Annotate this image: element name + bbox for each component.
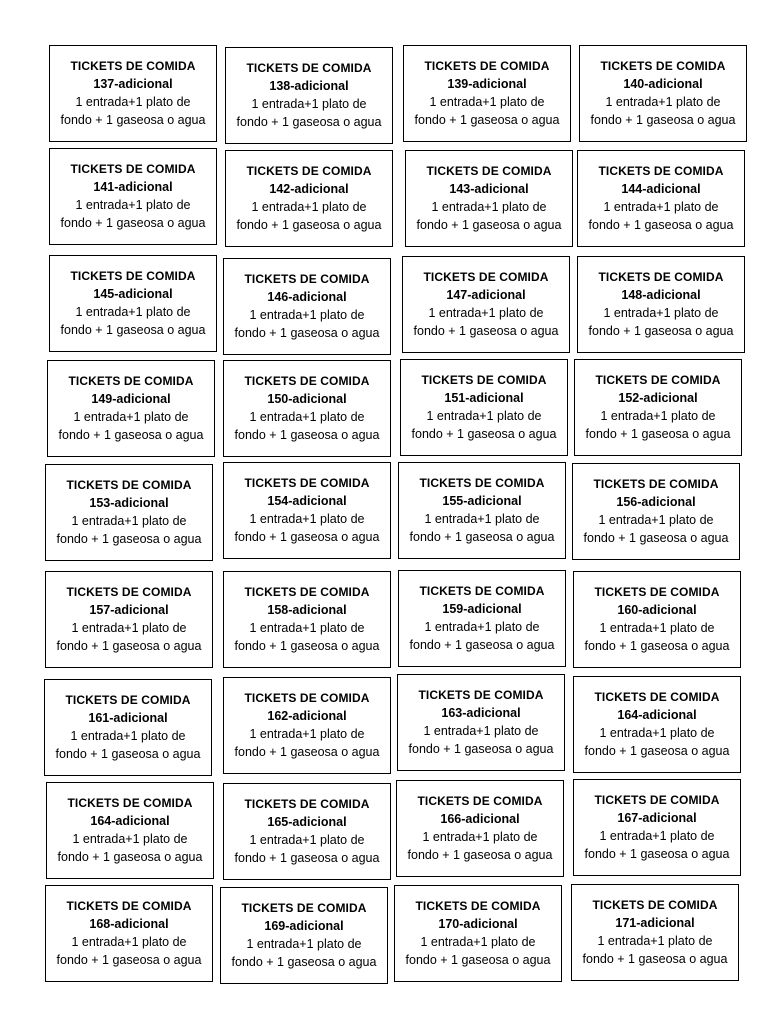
ticket-description: 1 entrada+1 plato de fondo + 1 gaseosa o agua — [588, 306, 734, 338]
ticket — [398, 570, 566, 667]
ticket — [579, 45, 747, 142]
ticket — [397, 674, 565, 771]
ticket-title: TICKETS DE COMIDA — [67, 796, 193, 810]
ticket-title: TICKETS DE COMIDA — [65, 693, 191, 707]
ticket-description: 1 entrada+1 plato de fondo + 1 gaseosa o agua — [60, 198, 206, 230]
ticket-title: TICKETS DE COMIDA — [426, 164, 552, 178]
ticket-title: TICKETS DE COMIDA — [424, 59, 550, 73]
ticket-description: 1 entrada+1 plato de fondo + 1 gaseosa o agua — [57, 832, 203, 864]
ticket-code: 169-adicional — [264, 918, 344, 933]
ticket-code: 166-adicional — [440, 811, 520, 826]
ticket — [223, 571, 391, 668]
ticket-title: TICKETS DE COMIDA — [593, 477, 719, 491]
ticket-description: 1 entrada+1 plato de fondo + 1 gaseosa o agua — [60, 95, 206, 127]
ticket — [45, 885, 213, 982]
ticket-title: TICKETS DE COMIDA — [244, 585, 370, 599]
ticket — [49, 45, 217, 142]
ticket-code: 163-adicional — [441, 705, 521, 720]
ticket-description: 1 entrada+1 plato de fondo + 1 gaseosa o agua — [588, 200, 734, 232]
ticket-description: 1 entrada+1 plato de fondo + 1 gaseosa o agua — [583, 513, 729, 545]
ticket — [400, 359, 568, 456]
ticket-description: 1 entrada+1 plato de fondo + 1 gaseosa o agua — [409, 512, 555, 544]
ticket-code: 154-adicional — [267, 493, 347, 508]
ticket — [223, 677, 391, 774]
ticket-description: 1 entrada+1 plato de fondo + 1 gaseosa o agua — [58, 410, 204, 442]
ticket-title: TICKETS DE COMIDA — [423, 270, 549, 284]
ticket-description: 1 entrada+1 plato de fondo + 1 gaseosa o agua — [584, 621, 730, 653]
ticket-title: TICKETS DE COMIDA — [598, 270, 724, 284]
ticket — [396, 780, 564, 877]
ticket-description: 1 entrada+1 plato de fondo + 1 gaseosa o agua — [405, 935, 551, 967]
ticket-description: 1 entrada+1 plato de fondo + 1 gaseosa o agua — [234, 727, 380, 759]
ticket-description: 1 entrada+1 plato de fondo + 1 gaseosa o agua — [56, 514, 202, 546]
ticket — [574, 359, 742, 456]
ticket-description: 1 entrada+1 plato de fondo + 1 gaseosa o agua — [56, 621, 202, 653]
ticket-description: 1 entrada+1 plato de fondo + 1 gaseosa o agua — [416, 200, 562, 232]
ticket-title: TICKETS DE COMIDA — [594, 690, 720, 704]
ticket — [573, 676, 741, 773]
ticket-title: TICKETS DE COMIDA — [244, 691, 370, 705]
ticket — [577, 256, 745, 353]
ticket-description: 1 entrada+1 plato de fondo + 1 gaseosa o agua — [584, 726, 730, 758]
ticket — [573, 779, 741, 876]
ticket-code: 157-adicional — [89, 602, 169, 617]
ticket-code: 142-adicional — [269, 181, 349, 196]
ticket-description: 1 entrada+1 plato de fondo + 1 gaseosa o agua — [234, 621, 380, 653]
ticket-title: TICKETS DE COMIDA — [70, 162, 196, 176]
ticket-code: 140-adicional — [623, 76, 703, 91]
ticket-code: 164-adicional — [617, 707, 697, 722]
ticket-description: 1 entrada+1 plato de fondo + 1 gaseosa o agua — [584, 829, 730, 861]
ticket-code: 171-adicional — [615, 915, 695, 930]
ticket-title: TICKETS DE COMIDA — [246, 164, 372, 178]
ticket-description: 1 entrada+1 plato de fondo + 1 gaseosa o agua — [234, 512, 380, 544]
ticket-description: 1 entrada+1 plato de fondo + 1 gaseosa o agua — [407, 830, 553, 862]
ticket-title: TICKETS DE COMIDA — [246, 61, 372, 75]
ticket-title: TICKETS DE COMIDA — [66, 585, 192, 599]
ticket — [223, 783, 391, 880]
ticket-description: 1 entrada+1 plato de fondo + 1 gaseosa o agua — [590, 95, 736, 127]
ticket-code: 148-adicional — [621, 287, 701, 302]
ticket — [577, 150, 745, 247]
ticket — [49, 255, 217, 352]
ticket-title: TICKETS DE COMIDA — [595, 373, 721, 387]
ticket — [394, 885, 562, 982]
ticket-title: TICKETS DE COMIDA — [417, 794, 543, 808]
ticket-title: TICKETS DE COMIDA — [418, 688, 544, 702]
ticket — [403, 45, 571, 142]
ticket-title: TICKETS DE COMIDA — [241, 901, 367, 915]
ticket-code: 155-adicional — [442, 493, 522, 508]
ticket-code: 164-adicional — [90, 813, 170, 828]
ticket-code: 165-adicional — [267, 814, 347, 829]
ticket-title: TICKETS DE COMIDA — [592, 898, 718, 912]
ticket-code: 161-adicional — [88, 710, 168, 725]
ticket-code: 146-adicional — [267, 289, 347, 304]
ticket-description: 1 entrada+1 plato de fondo + 1 gaseosa o agua — [582, 934, 728, 966]
ticket-title: TICKETS DE COMIDA — [66, 899, 192, 913]
ticket-code: 167-adicional — [617, 810, 697, 825]
ticket-title: TICKETS DE COMIDA — [244, 374, 370, 388]
ticket — [402, 256, 570, 353]
ticket-title: TICKETS DE COMIDA — [600, 59, 726, 73]
ticket-description: 1 entrada+1 plato de fondo + 1 gaseosa o agua — [236, 97, 382, 129]
ticket — [572, 463, 740, 560]
ticket-description: 1 entrada+1 plato de fondo + 1 gaseosa o agua — [408, 724, 554, 756]
ticket-code: 168-adicional — [89, 916, 169, 931]
ticket-description: 1 entrada+1 plato de fondo + 1 gaseosa o agua — [409, 620, 555, 652]
ticket — [223, 462, 391, 559]
ticket-code: 158-adicional — [267, 602, 347, 617]
ticket-code: 144-adicional — [621, 181, 701, 196]
ticket-title: TICKETS DE COMIDA — [421, 373, 547, 387]
ticket-description: 1 entrada+1 plato de fondo + 1 gaseosa o agua — [56, 935, 202, 967]
ticket-title: TICKETS DE COMIDA — [244, 476, 370, 490]
ticket-title: TICKETS DE COMIDA — [419, 584, 545, 598]
ticket-description: 1 entrada+1 plato de fondo + 1 gaseosa o agua — [413, 306, 559, 338]
ticket-code: 153-adicional — [89, 495, 169, 510]
ticket-code: 150-adicional — [267, 391, 347, 406]
ticket — [225, 47, 393, 144]
ticket-code: 162-adicional — [267, 708, 347, 723]
ticket — [220, 887, 388, 984]
ticket-description: 1 entrada+1 plato de fondo + 1 gaseosa o agua — [236, 200, 382, 232]
ticket — [49, 148, 217, 245]
ticket-code: 151-adicional — [444, 390, 524, 405]
ticket-code: 145-adicional — [93, 286, 173, 301]
ticket-title: TICKETS DE COMIDA — [594, 585, 720, 599]
ticket-code: 160-adicional — [617, 602, 697, 617]
ticket-title: TICKETS DE COMIDA — [68, 374, 194, 388]
ticket-code: 156-adicional — [616, 494, 696, 509]
ticket-code: 159-adicional — [442, 601, 522, 616]
ticket-code: 141-adicional — [93, 179, 173, 194]
ticket — [571, 884, 739, 981]
ticket-code: 152-adicional — [618, 390, 698, 405]
ticket-code: 139-adicional — [447, 76, 527, 91]
ticket-description: 1 entrada+1 plato de fondo + 1 gaseosa o agua — [234, 308, 380, 340]
ticket-code: 137-adicional — [93, 76, 173, 91]
ticket-code: 143-adicional — [449, 181, 529, 196]
ticket-title: TICKETS DE COMIDA — [70, 269, 196, 283]
ticket-description: 1 entrada+1 plato de fondo + 1 gaseosa o agua — [411, 409, 557, 441]
ticket-description: 1 entrada+1 plato de fondo + 1 gaseosa o agua — [585, 409, 731, 441]
ticket — [573, 571, 741, 668]
ticket-description: 1 entrada+1 plato de fondo + 1 gaseosa o agua — [234, 410, 380, 442]
ticket — [44, 679, 212, 776]
ticket — [45, 464, 213, 561]
ticket-description: 1 entrada+1 plato de fondo + 1 gaseosa o agua — [231, 937, 377, 969]
ticket-title: TICKETS DE COMIDA — [66, 478, 192, 492]
ticket — [45, 571, 213, 668]
ticket-title: TICKETS DE COMIDA — [598, 164, 724, 178]
ticket-code: 170-adicional — [438, 916, 518, 931]
ticket-title: TICKETS DE COMIDA — [70, 59, 196, 73]
ticket — [223, 258, 391, 355]
ticket — [46, 782, 214, 879]
ticket-description: 1 entrada+1 plato de fondo + 1 gaseosa o agua — [55, 729, 201, 761]
ticket-code: 138-adicional — [269, 78, 349, 93]
ticket-title: TICKETS DE COMIDA — [244, 272, 370, 286]
ticket-code: 147-adicional — [446, 287, 526, 302]
ticket — [405, 150, 573, 247]
ticket-title: TICKETS DE COMIDA — [419, 476, 545, 490]
ticket-title: TICKETS DE COMIDA — [415, 899, 541, 913]
ticket-title: TICKETS DE COMIDA — [594, 793, 720, 807]
ticket — [47, 360, 215, 457]
ticket — [223, 360, 391, 457]
ticket-description: 1 entrada+1 plato de fondo + 1 gaseosa o agua — [414, 95, 560, 127]
ticket — [225, 150, 393, 247]
ticket-description: 1 entrada+1 plato de fondo + 1 gaseosa o agua — [60, 305, 206, 337]
ticket — [398, 462, 566, 559]
ticket-code: 149-adicional — [91, 391, 171, 406]
ticket-title: TICKETS DE COMIDA — [244, 797, 370, 811]
ticket-description: 1 entrada+1 plato de fondo + 1 gaseosa o agua — [234, 833, 380, 865]
